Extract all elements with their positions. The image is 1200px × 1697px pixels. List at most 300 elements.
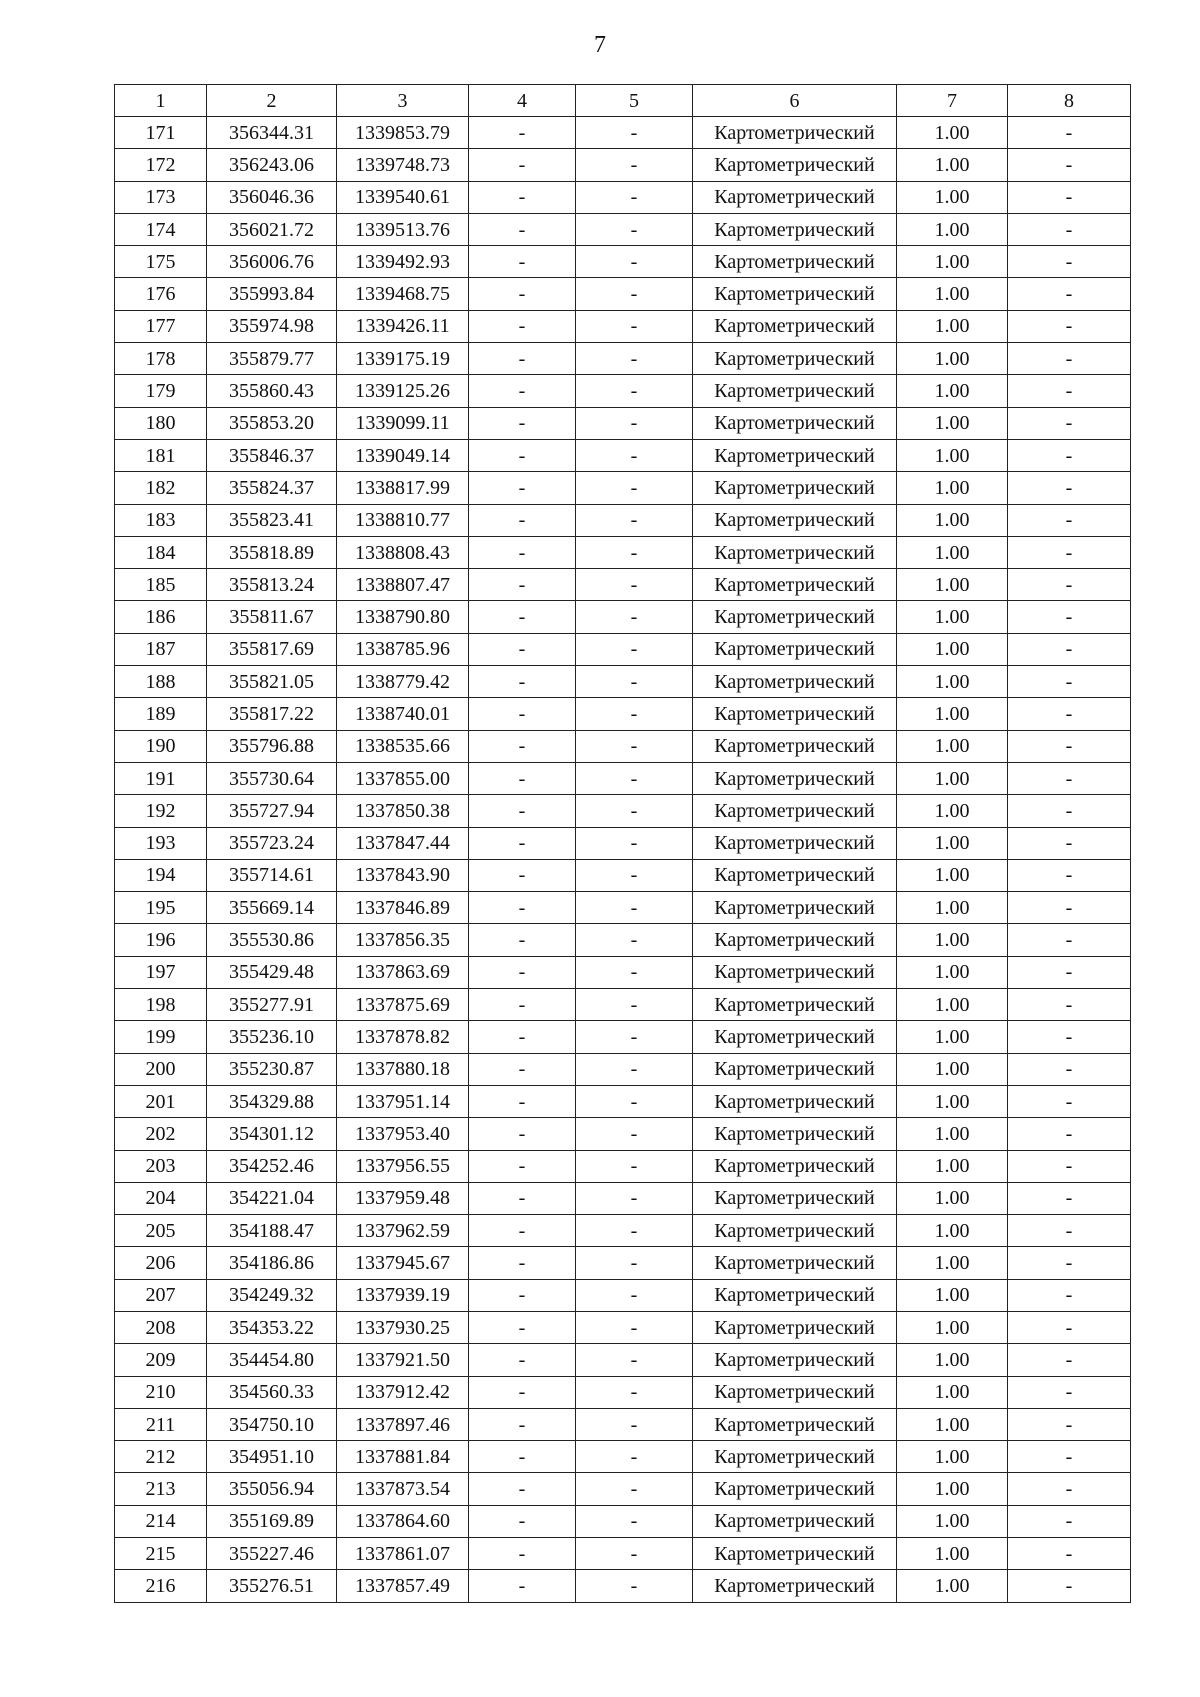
table-row: [115, 213, 1131, 245]
column-4-cell: -: [469, 633, 576, 665]
column-5-cell: -: [576, 1279, 693, 1311]
x-coordinate-cell: 355056.94: [207, 1473, 337, 1505]
accuracy-cell: 1.00: [897, 504, 1008, 536]
table-row: [115, 601, 1131, 633]
table-header: [115, 85, 1131, 117]
y-coordinate-cell: 1337956.55: [337, 1150, 469, 1182]
y-coordinate-cell: 1339099.11: [337, 407, 469, 439]
column-8-cell: -: [1008, 730, 1131, 762]
y-coordinate-cell: 1337873.54: [337, 1473, 469, 1505]
column-5-cell: -: [576, 956, 693, 988]
column-8-cell: -: [1008, 698, 1131, 730]
y-coordinate-cell: 1338817.99: [337, 472, 469, 504]
point-number-cell: 208: [115, 1311, 207, 1343]
method-cell: Картометрический: [693, 1505, 897, 1537]
table-row: [115, 956, 1131, 988]
point-number-cell: 186: [115, 601, 207, 633]
column-8-cell: -: [1008, 375, 1131, 407]
column-8-cell: -: [1008, 666, 1131, 698]
method-cell: Картометрический: [693, 1279, 897, 1311]
x-coordinate-cell: 356243.06: [207, 149, 337, 181]
column-4-cell: -: [469, 375, 576, 407]
column-8-cell: -: [1008, 310, 1131, 342]
y-coordinate-cell: 1337953.40: [337, 1118, 469, 1150]
table-row: [115, 1118, 1131, 1150]
column-8-cell: -: [1008, 246, 1131, 278]
method-cell: Картометрический: [693, 181, 897, 213]
x-coordinate-cell: 355879.77: [207, 343, 337, 375]
column-4-cell: -: [469, 1215, 576, 1247]
column-5-cell: -: [576, 892, 693, 924]
accuracy-cell: 1.00: [897, 892, 1008, 924]
table-row: [115, 1021, 1131, 1053]
method-cell: Картометрический: [693, 213, 897, 245]
column-4-cell: -: [469, 698, 576, 730]
accuracy-cell: 1.00: [897, 1215, 1008, 1247]
accuracy-cell: 1.00: [897, 569, 1008, 601]
column-8-cell: -: [1008, 1311, 1131, 1343]
method-cell: Картометрический: [693, 859, 897, 891]
method-cell: Картометрический: [693, 1247, 897, 1279]
y-coordinate-cell: 1338808.43: [337, 536, 469, 568]
column-8-cell: -: [1008, 1021, 1131, 1053]
method-cell: Картометрический: [693, 601, 897, 633]
column-5-cell: -: [576, 698, 693, 730]
column-4-cell: -: [469, 827, 576, 859]
accuracy-cell: 1.00: [897, 1441, 1008, 1473]
x-coordinate-cell: 354221.04: [207, 1182, 337, 1214]
y-coordinate-cell: 1337962.59: [337, 1215, 469, 1247]
method-cell: Картометрический: [693, 278, 897, 310]
column-8-cell: -: [1008, 1053, 1131, 1085]
method-cell: Картометрический: [693, 569, 897, 601]
accuracy-cell: 1.00: [897, 1182, 1008, 1214]
point-number-cell: 201: [115, 1085, 207, 1117]
point-number-cell: 175: [115, 246, 207, 278]
table-body: [115, 117, 1131, 1603]
y-coordinate-cell: 1339492.93: [337, 246, 469, 278]
column-4-cell: -: [469, 1376, 576, 1408]
column-5-cell: -: [576, 1215, 693, 1247]
method-cell: Картометрический: [693, 310, 897, 342]
point-number-cell: 209: [115, 1344, 207, 1376]
y-coordinate-cell: 1337878.82: [337, 1021, 469, 1053]
table-row: [115, 1538, 1131, 1570]
column-8-cell: -: [1008, 1441, 1131, 1473]
point-number-cell: 174: [115, 213, 207, 245]
point-number-cell: 205: [115, 1215, 207, 1247]
accuracy-cell: 1.00: [897, 1344, 1008, 1376]
x-coordinate-cell: 355823.41: [207, 504, 337, 536]
x-coordinate-cell: 354454.80: [207, 1344, 337, 1376]
table-row: [115, 569, 1131, 601]
method-cell: Картометрический: [693, 698, 897, 730]
method-cell: Картометрический: [693, 1053, 897, 1085]
point-number-cell: 177: [115, 310, 207, 342]
x-coordinate-cell: 354252.46: [207, 1150, 337, 1182]
column-4-cell: -: [469, 310, 576, 342]
method-cell: Картометрический: [693, 730, 897, 762]
accuracy-cell: 1.00: [897, 633, 1008, 665]
column-8-cell: -: [1008, 827, 1131, 859]
column-4-cell: -: [469, 601, 576, 633]
table-row: [115, 504, 1131, 536]
table-row: [115, 827, 1131, 859]
column-5-cell: -: [576, 1311, 693, 1343]
method-cell: Картометрический: [693, 536, 897, 568]
x-coordinate-cell: 355227.46: [207, 1538, 337, 1570]
y-coordinate-cell: 1337846.89: [337, 892, 469, 924]
column-4-cell: -: [469, 181, 576, 213]
point-number-cell: 211: [115, 1408, 207, 1440]
column-5-cell: -: [576, 310, 693, 342]
method-cell: Картометрический: [693, 633, 897, 665]
accuracy-cell: 1.00: [897, 859, 1008, 891]
column-8-cell: -: [1008, 407, 1131, 439]
x-coordinate-cell: 355429.48: [207, 956, 337, 988]
accuracy-cell: 1.00: [897, 278, 1008, 310]
column-8-cell: -: [1008, 1150, 1131, 1182]
accuracy-cell: 1.00: [897, 375, 1008, 407]
accuracy-cell: 1.00: [897, 698, 1008, 730]
method-cell: Картометрический: [693, 343, 897, 375]
method-cell: Картометрический: [693, 472, 897, 504]
table-row: [115, 149, 1131, 181]
table-row: [115, 246, 1131, 278]
column-8-cell: -: [1008, 1118, 1131, 1150]
table-row: [115, 1182, 1131, 1214]
y-coordinate-cell: 1337861.07: [337, 1538, 469, 1570]
method-cell: Картометрический: [693, 1085, 897, 1117]
accuracy-cell: 1.00: [897, 343, 1008, 375]
y-coordinate-cell: 1337857.49: [337, 1570, 469, 1602]
column-5-cell: -: [576, 1021, 693, 1053]
column-4-cell: -: [469, 1473, 576, 1505]
accuracy-cell: 1.00: [897, 117, 1008, 149]
accuracy-cell: 1.00: [897, 246, 1008, 278]
accuracy-cell: 1.00: [897, 1505, 1008, 1537]
y-coordinate-cell: 1337959.48: [337, 1182, 469, 1214]
column-4-cell: -: [469, 149, 576, 181]
y-coordinate-cell: 1339540.61: [337, 181, 469, 213]
table-row: [115, 181, 1131, 213]
accuracy-cell: 1.00: [897, 1311, 1008, 1343]
column-5-cell: -: [576, 504, 693, 536]
y-coordinate-cell: 1338790.80: [337, 601, 469, 633]
x-coordinate-cell: 355974.98: [207, 310, 337, 342]
x-coordinate-cell: 356006.76: [207, 246, 337, 278]
column-8-cell: -: [1008, 1215, 1131, 1247]
accuracy-cell: 1.00: [897, 213, 1008, 245]
column-8-cell: -: [1008, 472, 1131, 504]
column-4-cell: -: [469, 343, 576, 375]
column-5-cell: -: [576, 1344, 693, 1376]
column-8-cell: -: [1008, 1085, 1131, 1117]
column-8-cell: -: [1008, 117, 1131, 149]
y-coordinate-cell: 1339748.73: [337, 149, 469, 181]
column-8-cell: -: [1008, 924, 1131, 956]
column-4-cell: -: [469, 1570, 576, 1602]
y-coordinate-cell: 1337897.46: [337, 1408, 469, 1440]
y-coordinate-cell: 1339853.79: [337, 117, 469, 149]
table-row: [115, 343, 1131, 375]
point-number-cell: 173: [115, 181, 207, 213]
column-4-cell: -: [469, 1118, 576, 1150]
column-5-cell: -: [576, 924, 693, 956]
table-row: [115, 666, 1131, 698]
table-row: [115, 1215, 1131, 1247]
method-cell: Картометрический: [693, 892, 897, 924]
column-5-cell: -: [576, 601, 693, 633]
x-coordinate-cell: 354249.32: [207, 1279, 337, 1311]
y-coordinate-cell: 1338810.77: [337, 504, 469, 536]
column-8-cell: -: [1008, 989, 1131, 1021]
accuracy-cell: 1.00: [897, 762, 1008, 794]
method-cell: Картометрический: [693, 149, 897, 181]
accuracy-cell: 1.00: [897, 1408, 1008, 1440]
point-number-cell: 197: [115, 956, 207, 988]
point-number-cell: 180: [115, 407, 207, 439]
column-header: 6: [693, 85, 897, 117]
table-row: [115, 439, 1131, 471]
table-row: [115, 407, 1131, 439]
accuracy-cell: 1.00: [897, 1150, 1008, 1182]
y-coordinate-cell: 1339426.11: [337, 310, 469, 342]
accuracy-cell: 1.00: [897, 1053, 1008, 1085]
column-8-cell: -: [1008, 278, 1131, 310]
column-5-cell: -: [576, 762, 693, 794]
method-cell: Картометрический: [693, 407, 897, 439]
y-coordinate-cell: 1337939.19: [337, 1279, 469, 1311]
x-coordinate-cell: 355727.94: [207, 795, 337, 827]
column-5-cell: -: [576, 1085, 693, 1117]
y-coordinate-cell: 1337864.60: [337, 1505, 469, 1537]
point-number-cell: 189: [115, 698, 207, 730]
point-number-cell: 216: [115, 1570, 207, 1602]
y-coordinate-cell: 1337951.14: [337, 1085, 469, 1117]
method-cell: Картометрический: [693, 117, 897, 149]
column-4-cell: -: [469, 1053, 576, 1085]
x-coordinate-cell: 355860.43: [207, 375, 337, 407]
accuracy-cell: 1.00: [897, 1570, 1008, 1602]
y-coordinate-cell: 1338785.96: [337, 633, 469, 665]
column-5-cell: -: [576, 827, 693, 859]
column-4-cell: -: [469, 795, 576, 827]
x-coordinate-cell: 355853.20: [207, 407, 337, 439]
column-header: 3: [337, 85, 469, 117]
column-4-cell: -: [469, 1150, 576, 1182]
y-coordinate-cell: 1338807.47: [337, 569, 469, 601]
point-number-cell: 202: [115, 1118, 207, 1150]
accuracy-cell: 1.00: [897, 1279, 1008, 1311]
table-row: [115, 117, 1131, 149]
y-coordinate-cell: 1337847.44: [337, 827, 469, 859]
accuracy-cell: 1.00: [897, 989, 1008, 1021]
point-number-cell: 203: [115, 1150, 207, 1182]
y-coordinate-cell: 1338740.01: [337, 698, 469, 730]
column-8-cell: -: [1008, 504, 1131, 536]
y-coordinate-cell: 1337881.84: [337, 1441, 469, 1473]
method-cell: Картометрический: [693, 1215, 897, 1247]
column-8-cell: -: [1008, 569, 1131, 601]
method-cell: Картометрический: [693, 1538, 897, 1570]
table-row: [115, 310, 1131, 342]
accuracy-cell: 1.00: [897, 439, 1008, 471]
column-5-cell: -: [576, 1505, 693, 1537]
column-5-cell: -: [576, 375, 693, 407]
method-cell: Картометрический: [693, 924, 897, 956]
accuracy-cell: 1.00: [897, 181, 1008, 213]
page-number: 7: [594, 32, 606, 58]
accuracy-cell: 1.00: [897, 407, 1008, 439]
accuracy-cell: 1.00: [897, 149, 1008, 181]
table-row: [115, 1376, 1131, 1408]
column-8-cell: -: [1008, 762, 1131, 794]
table-row: [115, 536, 1131, 568]
point-number-cell: 204: [115, 1182, 207, 1214]
accuracy-cell: 1.00: [897, 536, 1008, 568]
x-coordinate-cell: 354750.10: [207, 1408, 337, 1440]
column-5-cell: -: [576, 1053, 693, 1085]
point-number-cell: 188: [115, 666, 207, 698]
column-4-cell: -: [469, 924, 576, 956]
method-cell: Картометрический: [693, 375, 897, 407]
column-5-cell: -: [576, 1408, 693, 1440]
accuracy-cell: 1.00: [897, 956, 1008, 988]
column-5-cell: -: [576, 730, 693, 762]
column-5-cell: -: [576, 1150, 693, 1182]
y-coordinate-cell: 1337843.90: [337, 859, 469, 891]
column-4-cell: -: [469, 1085, 576, 1117]
point-number-cell: 191: [115, 762, 207, 794]
accuracy-cell: 1.00: [897, 1085, 1008, 1117]
point-number-cell: 179: [115, 375, 207, 407]
method-cell: Картометрический: [693, 1376, 897, 1408]
method-cell: Картометрический: [693, 1441, 897, 1473]
column-8-cell: -: [1008, 1182, 1131, 1214]
method-cell: Картометрический: [693, 1570, 897, 1602]
method-cell: Картометрический: [693, 795, 897, 827]
y-coordinate-cell: 1339468.75: [337, 278, 469, 310]
column-8-cell: -: [1008, 149, 1131, 181]
column-4-cell: -: [469, 536, 576, 568]
column-4-cell: -: [469, 472, 576, 504]
table-row: [115, 1441, 1131, 1473]
table-row: [115, 1344, 1131, 1376]
column-4-cell: -: [469, 246, 576, 278]
method-cell: Картометрический: [693, 1344, 897, 1376]
table-row: [115, 1570, 1131, 1602]
column-8-cell: -: [1008, 1408, 1131, 1440]
column-8-cell: -: [1008, 1279, 1131, 1311]
column-5-cell: -: [576, 795, 693, 827]
column-header: 7: [897, 85, 1008, 117]
table-row: [115, 795, 1131, 827]
column-8-cell: -: [1008, 343, 1131, 375]
column-5-cell: -: [576, 633, 693, 665]
table-row: [115, 1085, 1131, 1117]
table-row: [115, 1473, 1131, 1505]
column-8-cell: -: [1008, 1376, 1131, 1408]
point-number-cell: 181: [115, 439, 207, 471]
column-4-cell: -: [469, 1408, 576, 1440]
x-coordinate-cell: 354560.33: [207, 1376, 337, 1408]
column-header: 4: [469, 85, 576, 117]
column-4-cell: -: [469, 1279, 576, 1311]
x-coordinate-cell: 355669.14: [207, 892, 337, 924]
point-number-cell: 185: [115, 569, 207, 601]
x-coordinate-cell: 355530.86: [207, 924, 337, 956]
accuracy-cell: 1.00: [897, 472, 1008, 504]
method-cell: Картометрический: [693, 762, 897, 794]
column-4-cell: -: [469, 762, 576, 794]
column-8-cell: -: [1008, 1538, 1131, 1570]
point-number-cell: 207: [115, 1279, 207, 1311]
column-5-cell: -: [576, 569, 693, 601]
point-number-cell: 171: [115, 117, 207, 149]
column-8-cell: -: [1008, 1344, 1131, 1376]
table-row: [115, 730, 1131, 762]
table-row: [115, 375, 1131, 407]
column-header: 1: [115, 85, 207, 117]
y-coordinate-cell: 1339513.76: [337, 213, 469, 245]
column-5-cell: -: [576, 1473, 693, 1505]
point-number-cell: 190: [115, 730, 207, 762]
column-header: 8: [1008, 85, 1131, 117]
x-coordinate-cell: 355714.61: [207, 859, 337, 891]
column-8-cell: -: [1008, 1473, 1131, 1505]
accuracy-cell: 1.00: [897, 730, 1008, 762]
y-coordinate-cell: 1337863.69: [337, 956, 469, 988]
point-number-cell: 210: [115, 1376, 207, 1408]
column-4-cell: -: [469, 1182, 576, 1214]
y-coordinate-cell: 1339125.26: [337, 375, 469, 407]
y-coordinate-cell: 1337921.50: [337, 1344, 469, 1376]
table-row: [115, 1150, 1131, 1182]
column-5-cell: -: [576, 246, 693, 278]
column-5-cell: -: [576, 117, 693, 149]
method-cell: Картометрический: [693, 1021, 897, 1053]
point-number-cell: 213: [115, 1473, 207, 1505]
y-coordinate-cell: 1339175.19: [337, 343, 469, 375]
accuracy-cell: 1.00: [897, 1247, 1008, 1279]
table-row: [115, 989, 1131, 1021]
point-number-cell: 198: [115, 989, 207, 1021]
y-coordinate-cell: 1337875.69: [337, 989, 469, 1021]
y-coordinate-cell: 1339049.14: [337, 439, 469, 471]
accuracy-cell: 1.00: [897, 827, 1008, 859]
method-cell: Картометрический: [693, 439, 897, 471]
column-4-cell: -: [469, 439, 576, 471]
column-8-cell: -: [1008, 633, 1131, 665]
column-4-cell: -: [469, 117, 576, 149]
table-row: [115, 472, 1131, 504]
method-cell: Картометрический: [693, 956, 897, 988]
x-coordinate-cell: 354186.86: [207, 1247, 337, 1279]
point-number-cell: 187: [115, 633, 207, 665]
point-number-cell: 192: [115, 795, 207, 827]
table-row: [115, 278, 1131, 310]
column-8-cell: -: [1008, 795, 1131, 827]
table-row: [115, 762, 1131, 794]
column-4-cell: -: [469, 504, 576, 536]
column-5-cell: -: [576, 472, 693, 504]
column-4-cell: -: [469, 892, 576, 924]
column-5-cell: -: [576, 407, 693, 439]
x-coordinate-cell: 355796.88: [207, 730, 337, 762]
column-8-cell: -: [1008, 956, 1131, 988]
column-5-cell: -: [576, 343, 693, 375]
